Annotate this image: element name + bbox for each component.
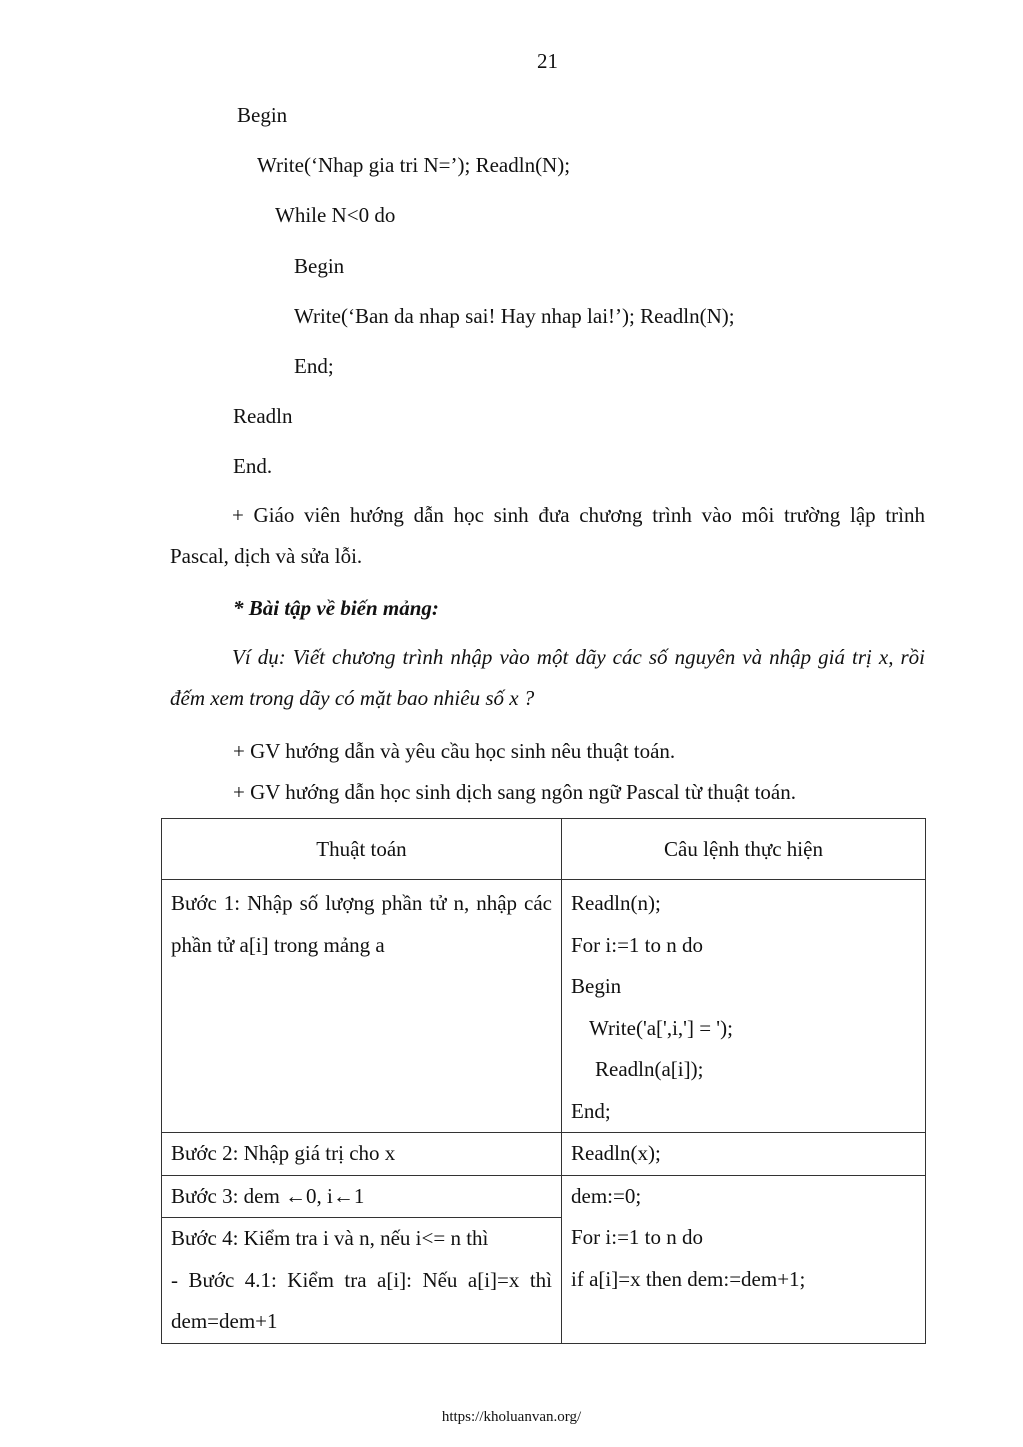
step4-algorithm	[162, 1218, 562, 1344]
code-line-write-n: Write(‘Nhap gia tri N=’); Readln(N);	[257, 153, 571, 177]
code-line-begin: Begin	[237, 103, 288, 127]
header-algorithm: Thuật toán	[162, 819, 562, 880]
step41-algorithm-text: - Bước 4.1: Kiểm tra a[i]: Nếu a[i]=x thì dem=dem+1	[171, 1267, 552, 1333]
step1-code-line: For i:=1 to n do	[571, 932, 704, 957]
table-header-row	[162, 819, 926, 880]
table-row-step1	[162, 880, 926, 1133]
step1-code-line: Begin	[571, 974, 622, 998]
step2-algorithm: Bước 2: Nhập giá trị cho x	[162, 1133, 562, 1176]
step4-algorithm-text: Bước 4: Kiểm tra i và n, nếu i<= n thì	[171, 1226, 489, 1250]
table-row-step2	[162, 1133, 926, 1176]
step1-code-line: End;	[571, 1098, 611, 1123]
step1-code-line: Readln(a[i]);	[595, 1057, 704, 1081]
code-line-while: While N<0 do	[275, 203, 396, 227]
page-number: 21	[537, 49, 558, 73]
section-heading: * Bài tập về biến mảng:	[233, 596, 439, 620]
step1-code-line: Write('a[',i,'] = ');	[589, 1015, 733, 1040]
step1-code	[562, 880, 926, 1133]
instruction-text: + Giáo viên hướng dẫn học sinh đưa chương trình vào môi trường lập trình Pascal, dịch và sửa lỗi.	[170, 503, 925, 568]
step-instruction-1: + GV hướng dẫn và yêu cầu học sinh nêu thuật toán.	[233, 739, 676, 763]
step-instruction-2: + GV hướng dẫn học sinh dịch sang ngôn ngữ Pascal từ thuật toán.	[233, 780, 796, 804]
step3-algorithm: Bước 3: dem ←0, i←1	[162, 1175, 562, 1218]
example-paragraph	[170, 637, 925, 719]
code-line-inner-begin: Begin	[294, 254, 345, 278]
table-row-step3	[162, 1175, 926, 1218]
code-line-readln: Readln	[233, 404, 293, 428]
algorithm-table	[161, 818, 926, 1344]
code-line-write-error: Write(‘Ban da nhap sai! Hay nhap lai!’); Readln(N);	[294, 304, 735, 328]
step34-code-line: if a[i]=x then dem:=dem+1;	[571, 1266, 806, 1291]
instruction-paragraph	[170, 495, 925, 577]
step34-code-line: For i:=1 to n do	[571, 1225, 704, 1249]
step34-code-line: dem:=0;	[571, 1183, 642, 1208]
step1-algorithm: Bước 1: Nhập số lượng phần tử n, nhập các phần tử a[i] trong mảng a	[162, 880, 562, 1133]
step2-code: Readln(x);	[562, 1133, 926, 1176]
code-line-inner-end: End;	[294, 354, 334, 378]
step1-code-line: Readln(n);	[571, 891, 661, 915]
example-text: Ví dụ: Viết chương trình nhập vào một dãy các số nguyên và nhập giá trị x, rồi đếm xem trong dãy có mặt bao nhiêu số x ?	[170, 645, 925, 710]
header-statement: Câu lệnh thực hiện	[562, 819, 926, 880]
code-line-end: End.	[233, 454, 273, 478]
footer-url[interactable]: https://kholuanvan.org/	[441, 1409, 582, 1425]
step34-code	[562, 1175, 926, 1343]
